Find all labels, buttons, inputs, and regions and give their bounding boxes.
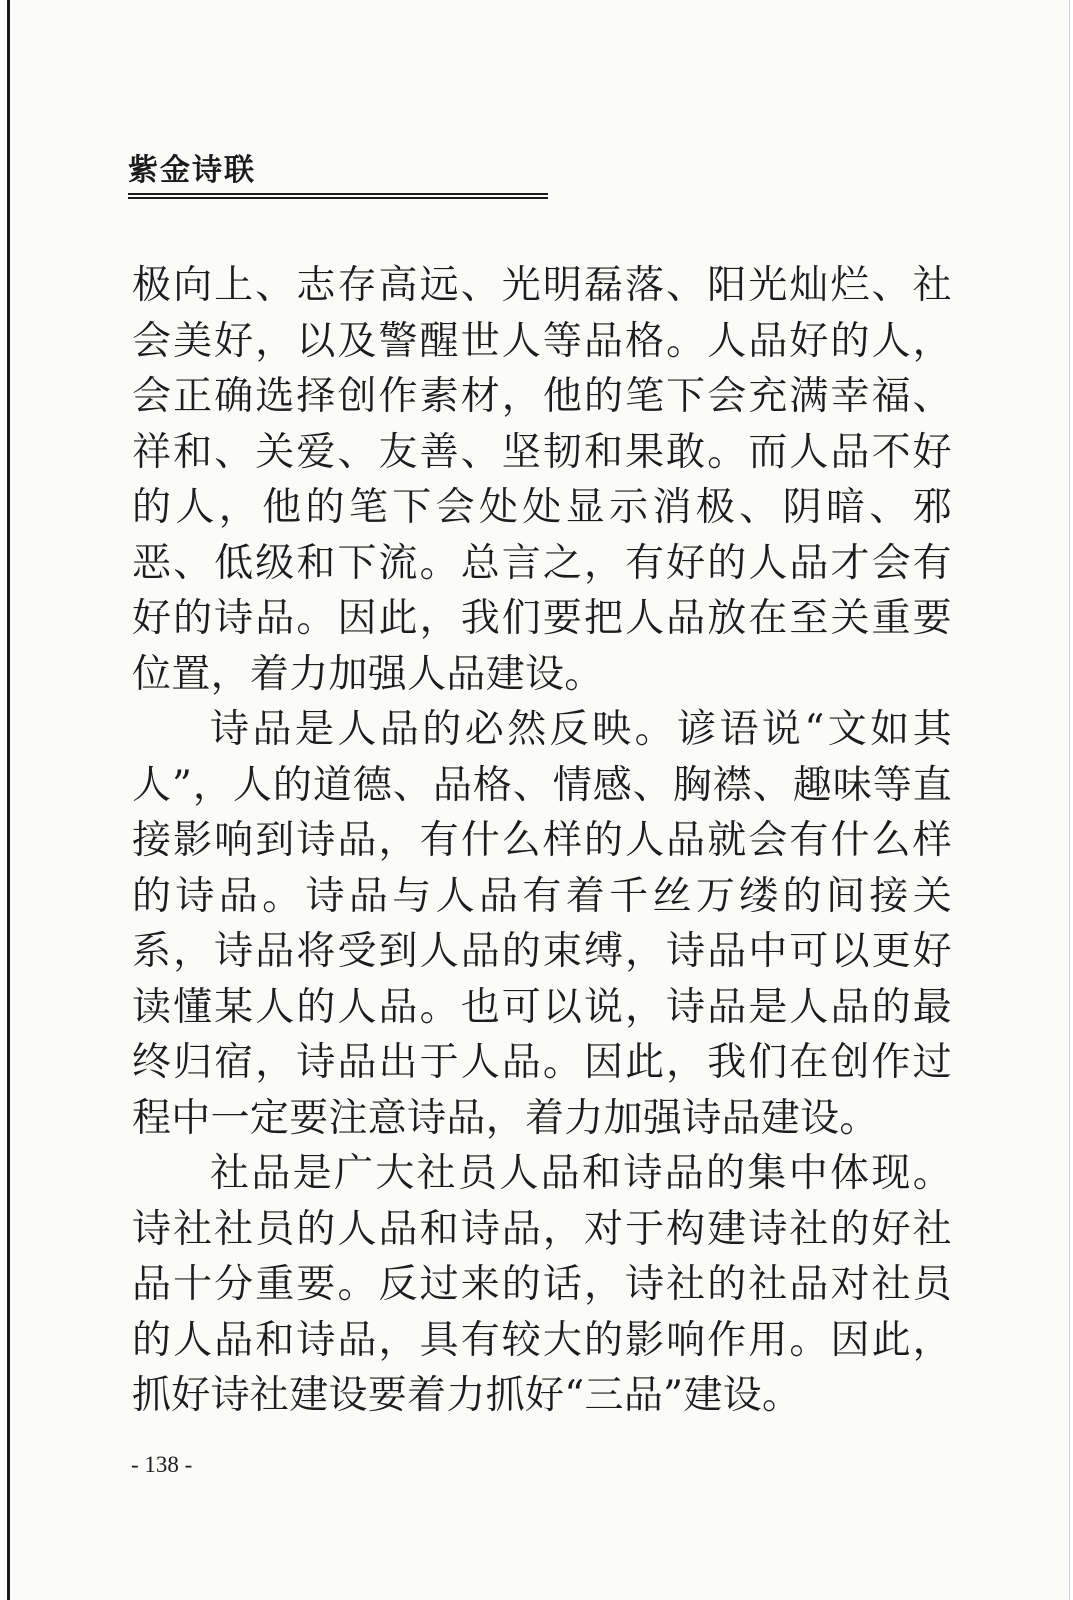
header-title: 紫金诗联 <box>128 153 256 188</box>
paragraph-shipin: 诗品是人品的必然反映。谚语说“文如其人”，人的道德、品格、情感、胸襟、趣味等直接影响到诗品，有什么样的人品就会有什么样的诗品。诗品与人品有着千丝万缕的间接关系，诗品将受到人品的束缚，诗品中可以更好读懂某人的人品。也可以说，诗品是人品的最终归宿，诗品出于人品。因此，我们在创作过程中一定要注意诗品，着力加强诗品建设。 <box>132 707 952 1141</box>
header-rule <box>128 193 548 195</box>
body-text <box>132 258 952 1424</box>
paragraph-shepin: 社品是广大社员人品和诗品的集中体现。诗社社员的人品和诗品，对于构建诗社的好社品十分重要。反过来的话，诗社的社品对社员的人品和诗品，具有较大的影响作用。因此，抓好诗社建设要着力抓好“三品”建设。 <box>132 1151 952 1418</box>
book-page <box>7 0 1070 1600</box>
paragraph-continued: 极向上、志存高远、光明磊落、阳光灿烂、社会美好，以及警醒世人等品格。人品好的人，会正确选择创作素材，他的笔下会充满幸福、祥和、关爱、友善、坚韧和果敢。而人品不好的人，他的笔下会处处显示消极、阴暗、邪恶、低级和下流。总言之，有好的人品才会有好的诗品。因此，我们要把人品放在至关重要位置，着力加强人品建设。 <box>132 263 952 697</box>
page-number: - 138 - <box>131 1452 193 1477</box>
header-rule-secondary <box>128 197 548 199</box>
running-header <box>128 152 548 199</box>
